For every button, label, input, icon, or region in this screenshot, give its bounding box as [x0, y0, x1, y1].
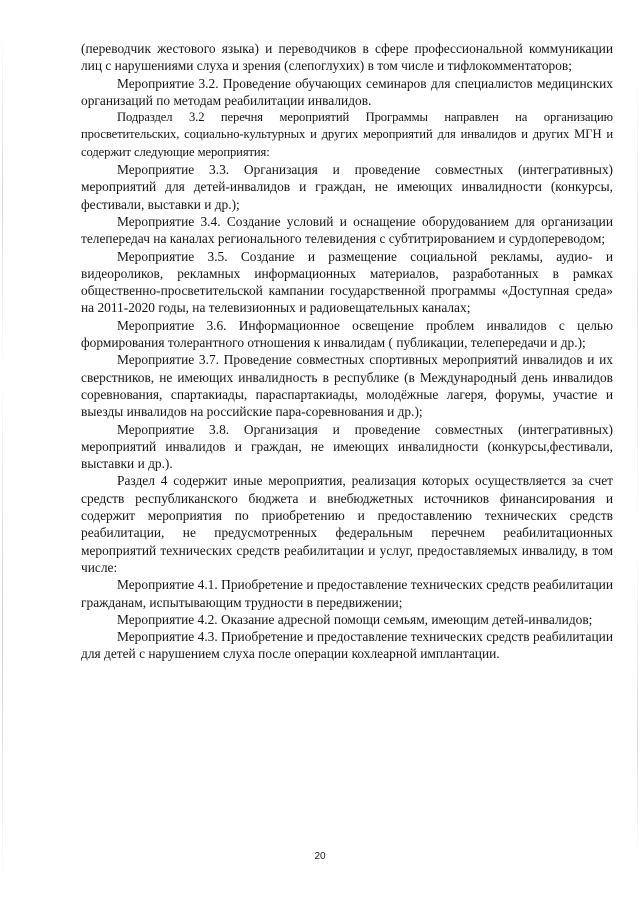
- paragraph-measure-3-8: Мероприятие 3.8. Организация и проведение совместных (интегративных) мероприятий инвалидов и граждан, не имеющих инвалидности (конкурсы,фестивали, выставки и др.).: [81, 421, 613, 472]
- paragraph-subsection-3-2: Подраздел 3.2 перечня мероприятий Программы направлен на организацию просветительских, социально-культурных и других мероприятий для инвалидов и других МГН и содержит следующие мероприятия:: [81, 110, 613, 159]
- paragraph-measure-3-6: Мероприятие 3.6. Информационное освещение проблем инвалидов с целью формирования толерантного отношения к инвалидам ( публикации, телепередачи и др.);: [81, 317, 613, 351]
- paragraph-continuation: (переводчик жестового языка) и переводчиков в сфере профессиональной коммуникации лиц с нарушениями слуха и зрения (слепоглухих) в том числе и тифлокомментаторов;: [81, 41, 613, 74]
- paragraph-measure-3-5: Мероприятие 3.5. Создание и размещение социальной рекламы, аудио- и видеороликов, рекламных информационных материалов, разработанных в рамках общественно-просветительской кампании государственной программы «Доступная среда» на 2011-2020 годы, на телевизионных и радиовещательных каналах;: [81, 248, 613, 316]
- document-body: [81, 40, 613, 663]
- paragraph-measure-4-2: Мероприятие 4.2. Оказание адресной помощи семьям, имеющим детей-инвалидов;: [117, 611, 593, 627]
- scan-edge-right: [637, 60, 638, 860]
- paragraph-measure-3-2: Мероприятие 3.2. Проведение обучающих семинаров для специалистов медицинских организаций по методам реабилитации инвалидов.: [81, 75, 613, 108]
- paragraph-measure-3-7: Мероприятие 3.7. Проведение совместных спортивных мероприятий инвалидов и их сверстников, не имеющих инвалидность в республике (в Международный день инвалидов соревнования, спартакиады, параспартакиады, молодёжные лагеря, форумы, участие и выезды инвалидов на российские пара-соревнования и др.);: [81, 352, 613, 420]
- paragraph-measure-4-1: Мероприятие 4.1. Приобретение и предоставление технических средств реабилитации гражданам, испытывающим трудности в передвижении;: [81, 577, 613, 610]
- page-number: 20: [314, 851, 326, 862]
- paragraph-section-4: Раздел 4 содержит иные мероприятия, реализация которых осуществляется за счет средств республиканского бюджета и внебюджетных источников финансирования и содержит мероприятия по приобретению и предоставлению технических средств реабилитации, не предусмотренных федеральным перечнем реабилитационных мероприятий технических средств реабилитации и услуг, предоставляемых инвалиду, в том числе:: [81, 473, 613, 575]
- paragraph-measure-3-4: Мероприятие 3.4. Создание условий и оснащение оборудованием для организации телепередач на каналах регионального телевидения с субтитрированием и сурдопереводом;: [81, 213, 613, 247]
- paragraph-measure-4-3: Мероприятие 4.3. Приобретение и предоставление технических средств реабилитации для детей с нарушением слуха после операции кохлеарной имплантации.: [81, 629, 613, 662]
- paragraph-measure-3-3: Мероприятие 3.3. Организация и проведение совместных (интегративных) мероприятий для детей-инвалидов и граждан, не имеющих инвалидности (конкурсы, фестивали, выставки и др.);: [81, 162, 613, 212]
- scan-edge-left: [2, 30, 3, 890]
